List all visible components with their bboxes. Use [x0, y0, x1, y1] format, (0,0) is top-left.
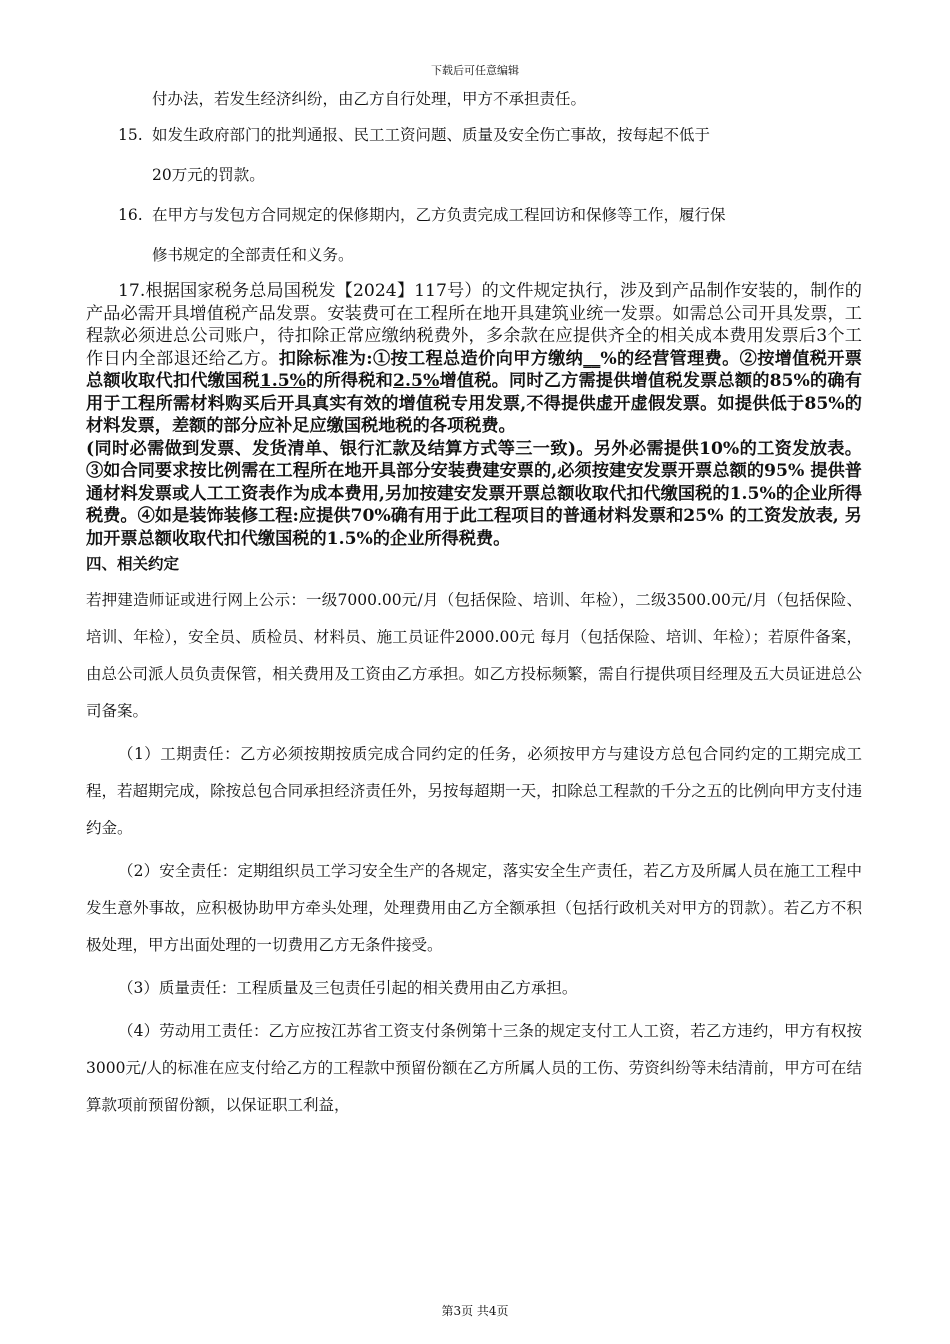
page-header: 下载后可任意编辑: [431, 64, 519, 77]
item-15-line1: 如发生政府部门的批判通报、民工工资问题、质量及安全伤亡事故，按每起不低于: [152, 126, 711, 144]
clause-3-quality: （3）质量责任：工程质量及三包责任引起的相关费用由乙方承担。: [118, 979, 578, 997]
std-part-c: 的所得税和: [305, 371, 394, 391]
item-16: [86, 198, 862, 232]
item-17: [86, 280, 862, 438]
page-footer: 第3页 共4页: [441, 1304, 509, 1318]
clause-4-labor: （4）劳动用工责任：乙方应按江苏省工资支付条例第十三条的规定支付工人工资，若乙方违约，甲方有权按3000元/人的标准在应支付给乙方的工程款中预留份额在乙方所属人员的工伤、劳资纠纷等未结清前，甲方可在结算款项前预留份额，以保证职工利益，: [86, 1022, 862, 1114]
item-17-intro: 17.根据国家税务总局国税发【2024】117号）的文件规定执行，涉及到产品制作安装的，制作的产品必需开具增值税产品发票。安装费可在工程所在地开具建筑业统一发票。如需总公司开具发票，工程款必须进总公司账户，待扣除正常应缴纳税费外，多余款在应提供齐全的相关成本费用发票后3个工作日内全部退还给乙方。: [86, 281, 862, 369]
management-fee-blank: __: [583, 348, 601, 369]
item-16-line2: 修书规定的全部责任和义务。: [152, 246, 354, 264]
section-4-intro: 若押建造师证或进行网上公示：一级7000.00元/月（包括保险、培训、年检），二级3500.00元/月（包括保险、培训、年检），安全员、质检员、材料员、施工员证件2000.00元 每月（包括保险、培训、年检）；若原件备案，由总公司派人员负责保管，相关费用及工资由乙方承担。如乙方投标频繁，需自行提供项目经理及五大员证进总公司备案。: [86, 591, 862, 720]
clause-2-safety: （2）安全责任：定期组织员工学习安全生产的各规定，落实安全生产责任，若乙方及所属人员在施工工程中发生意外事故，应积极协助甲方牵头处理，处理费用由乙方全额承担（包括行政机关对甲方的罚款）。若乙方不积极处理，甲方出面处理的一切费用乙方无条件接受。: [86, 862, 862, 954]
income-tax-rate: 1.5%: [259, 371, 306, 391]
item-16-number: 16.: [118, 206, 143, 224]
document-body: [86, 82, 862, 1124]
item-15: [86, 118, 862, 152]
section-4-title: 四、相关约定: [86, 554, 180, 573]
item-17-requirements: (同时必需做到发票、发货清单、银行汇款及结算方式等三一致)。另外必需提供10%的工资发放表。③如合同要求按比例需在工程所在地开具部分安装费建安票的,必须按建安发票开票总额的95% 提供普通材料发票或人工工资表作为成本费用,另加按建安发票开票总额收取代扣代缴国税的1.5%的企业所得税费。④如是装饰装修工程:应提供70%确有用于此工程项目的普通材料发票和25% 的工资发放表, 另加开票总额收取代扣代缴国税的1.5%的企业所得税费。: [86, 438, 862, 549]
std-part-d: 增值税。同时乙方需提供增值税发票总额的85%的确有用于工程所需材料购买后开具真实有效的增值税专用发票,不得提供虚开虚假发票。如提供低于85%的材料发票，差额的部分应补足应缴国税地税的各项税费。: [86, 371, 862, 436]
item-15-number: 15.: [118, 126, 143, 144]
item-14-tail: 付办法，若发生经济纠纷，由乙方自行处理，甲方不承担责任。: [152, 90, 587, 108]
clause-1-schedule: （1）工期责任：乙方必须按期按质完成合同约定的任务，必须按甲方与建设方总包合同约定的工期完成工程，若超期完成，除按总包合同承担经济责任外，另按每超期一天，扣除总工程款的千分之五的比例向甲方支付违约金。: [86, 745, 862, 837]
std-part-a: 扣除标准为:①按工程总造价向甲方缴纳: [278, 348, 584, 369]
item-16-line1: 在甲方与发包方合同规定的保修期内，乙方负责完成工程回访和保修等工作，履行保: [152, 206, 726, 224]
item-15-line2: 20万元的罚款。: [152, 166, 265, 184]
vat-rate: 2.5%: [393, 371, 440, 391]
std-part-b: %的经营管理费。②按增值税开票总额收取代扣代缴国税: [86, 348, 862, 391]
